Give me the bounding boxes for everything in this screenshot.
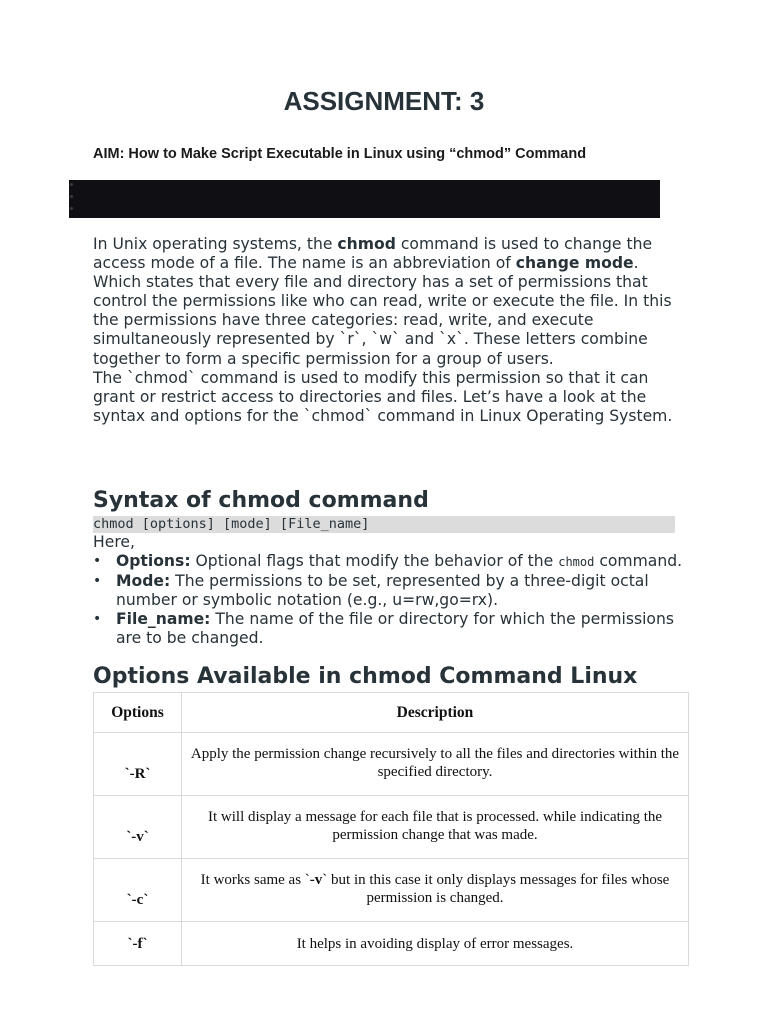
- inline-code-chmod: chmod: [558, 555, 595, 569]
- intro-paragraph-1: In Unix operating systems, the chmod command is used to change the access mode of a file. The name is an abbreviation of change mode. Which states that every file and directory has a set of permissions that control the permissions like who can read, write or execute the file. In this the permissions have three categories: read, write, and execute simultaneously represented by `r`, `w` and `x`. These letters combine together to form a specific permission for a group of users.: [93, 235, 672, 368]
- description-cell: Apply the permission change recursively to all the files and directories within the specified directory.: [182, 733, 689, 796]
- here-label: Here,: [93, 533, 135, 551]
- option-cell: `-v`: [94, 796, 182, 859]
- description-cell: It will display a message for each file that is processed. while indicating the permission change that was made.: [182, 796, 689, 859]
- syntax-code-block: chmod [options] [mode] [File_name]: [93, 516, 675, 533]
- syntax-bullet-list: [93, 552, 683, 648]
- options-heading: Options Available in chmod Command Linux: [93, 664, 638, 689]
- table-header-row: [94, 693, 689, 733]
- list-item-mode: • Mode: The permissions to be set, represented by a three-digit octal number or symbolic notation (e.g., u=rw,go=rx).: [93, 572, 683, 610]
- list-item-file-name: • File_name: The name of the file or directory for which the permissions are to be changed.: [93, 610, 683, 648]
- intro-paragraph-2: The `chmod` command is used to modify this permission so that it can grant or restrict access to directories and files. Let’s have a look at the syntax and options for the `chmod` command in Linux Operating System.: [93, 368, 673, 425]
- dot-handle-icon: [70, 183, 74, 219]
- syntax-heading: Syntax of chmod command: [93, 488, 429, 513]
- table-row: [94, 859, 689, 922]
- redacted-black-bar: [69, 180, 660, 218]
- list-item-options: • Options: Optional flags that modify the behavior of the chmod command.: [93, 552, 683, 572]
- intro-text: [93, 235, 683, 426]
- aim-heading: AIM: How to Make Script Executable in Linux using “chmod” Command: [93, 146, 587, 162]
- column-header-options: Options: [94, 693, 182, 733]
- table-row: [94, 733, 689, 796]
- chmod-term: chmod: [337, 235, 396, 253]
- option-cell: `-c`: [94, 859, 182, 922]
- change-mode-term: change mode: [515, 254, 634, 273]
- option-cell: `-f`: [94, 922, 182, 966]
- table-row: [94, 796, 689, 859]
- option-cell: `-R`: [94, 733, 182, 796]
- column-header-description: Description: [182, 693, 689, 733]
- assignment-title: ASSIGNMENT: 3: [283, 86, 485, 116]
- table-row: [94, 922, 689, 966]
- options-table: [93, 692, 689, 966]
- description-cell: It helps in avoiding display of error messages.: [182, 922, 689, 966]
- description-cell: It works same as `-v` but in this case it only displays messages for files whose permission is changed.: [182, 859, 689, 922]
